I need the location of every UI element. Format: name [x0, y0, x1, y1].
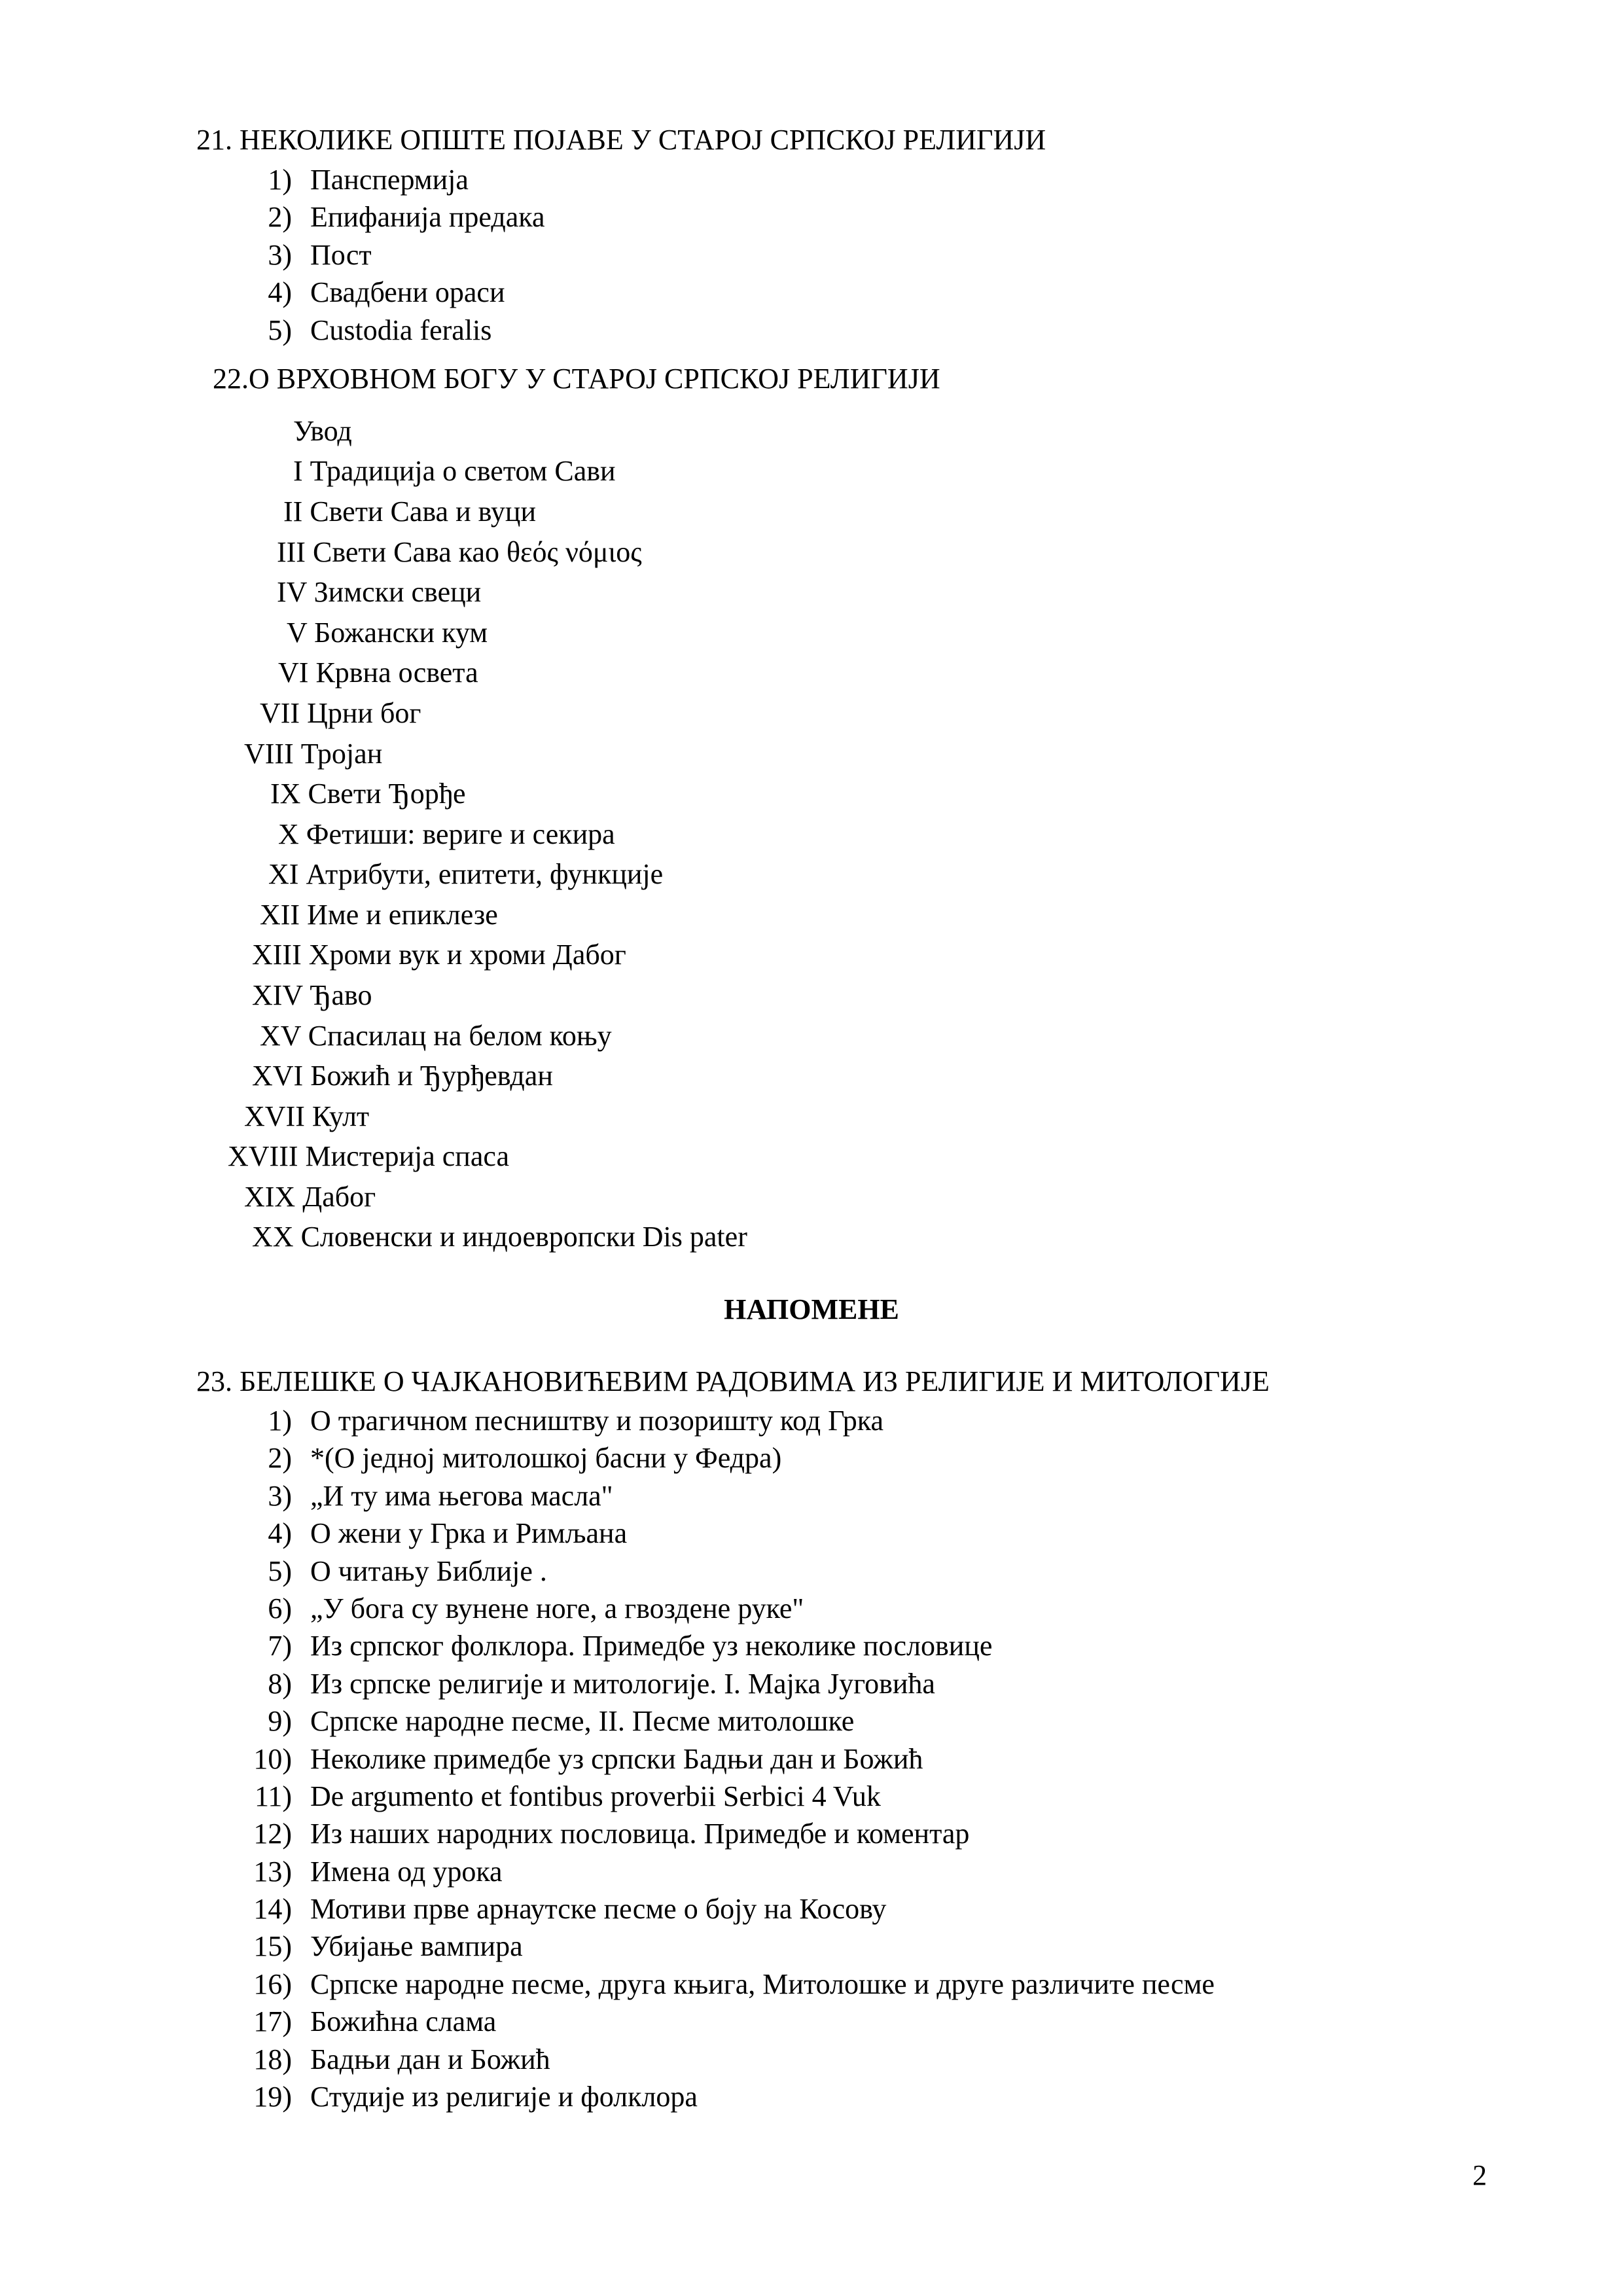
- list-item: IX Свети Ђорђе: [270, 778, 466, 810]
- section-21-heading: 21. НЕКОЛИКЕ ОПШТЕ ПОЈАВЕ У СТАРОЈ СРПСКОЈ РЕЛИГИЈИ: [196, 124, 1046, 156]
- list-item: I Традиција о светом Сави: [293, 455, 616, 487]
- list-item: XII Име и епиклезе: [260, 899, 498, 931]
- section-21-list: [236, 163, 545, 351]
- list-item: 3) „И ту има његова масла": [268, 1479, 613, 1512]
- list-item: 10) Неколике примедбе уз српски Бадњи дан и Божић: [253, 1742, 923, 1775]
- list-item: 2) *(О једној митолошкој басни у Федра): [268, 1442, 782, 1475]
- list-item: 5) О читању Библије .: [268, 1554, 547, 1587]
- list-item: VIII Тројан: [244, 738, 383, 770]
- list-item: XVII Култ: [244, 1100, 370, 1132]
- list-item: 8) Из српске религије и митологије. I. Мајка Југовића: [268, 1667, 935, 1700]
- list-item: 5) Custodia feralis: [268, 314, 492, 346]
- list-item: V Божански кум: [287, 617, 488, 649]
- section-23-list: [236, 1404, 1215, 2117]
- list-item: XVI Божић и Ђурђевдан: [252, 1060, 553, 1092]
- list-item: XI Атрибути, епитети, функције: [268, 858, 664, 890]
- list-item: 1) Панспермија: [268, 164, 469, 196]
- list-item: IV Зимски свеци: [277, 576, 482, 608]
- list-item: 15) Убијање вампира: [253, 1930, 523, 1963]
- list-item: 1) О трагичном песништву и позоришту код Грка: [268, 1405, 883, 1437]
- page-number: 2: [1472, 2159, 1487, 2191]
- section-22-heading: 22.О ВРХОВНОМ БОГУ У СТАРОЈ СРПСКОЈ РЕЛИГИЈИ: [213, 363, 940, 395]
- list-item: 4) О жени у Грка и Римљана: [268, 1517, 628, 1550]
- list-item: X Фетиши: вериге и секира: [278, 818, 615, 850]
- list-item: 14) Мотиви прве арнаутске песме о боју на Косову: [253, 1893, 887, 1926]
- list-item: 12) Из наших народних пословица. Примедбе и коментар: [253, 1818, 970, 1850]
- list-item: VI Крвна освета: [278, 656, 478, 689]
- list-item: 3) Пост: [268, 238, 372, 271]
- list-item: 9) Српске народне песме, II. Песме митолошке: [268, 1705, 855, 1738]
- list-item: Увод: [293, 415, 352, 447]
- list-item: 4) Свадбени ораси: [268, 276, 505, 309]
- list-item: XVIII Мистерија спаса: [228, 1140, 509, 1172]
- notes-title: НАПОМЕНЕ: [724, 1293, 899, 1325]
- list-item: 2) Епифанија предака: [268, 201, 545, 234]
- list-item: II Свети Сава и вуци: [283, 495, 536, 528]
- list-item: XIX Дабог: [244, 1181, 376, 1213]
- list-item: 16) Српске народне песме, друга књига, Митолошке и друге различите песме: [253, 1967, 1215, 2000]
- section-23-heading: 23. БЕЛЕШКЕ О ЧАЈКАНОВИЋЕВИМ РАДОВИМА ИЗ РЕЛИГИЈЕ И МИТОЛОГИЈЕ: [196, 1365, 1270, 1397]
- list-item: VII Црни бог: [260, 697, 421, 729]
- list-item: 18) Бадњи дан и Божић: [253, 2043, 550, 2075]
- list-item: XIII Хроми вук и хроми Дабог: [252, 939, 626, 971]
- list-item: 19) Студије из религије и фолклора: [253, 2081, 698, 2113]
- list-item: III Свети Сава као θεός νόμιος: [277, 536, 642, 568]
- list-item: XV Спасилац на белом коњу: [260, 1020, 612, 1052]
- list-item: 6) „У бога су вунене ноге, а гвоздене руке": [268, 1592, 804, 1624]
- list-item: 17) Божићна слама: [253, 2005, 497, 2038]
- list-item: 7) Из српског фолклора. Примедбе уз неколике пословице: [268, 1630, 993, 1662]
- list-item: XX Словенски и индоевропски Dis pater: [252, 1221, 747, 1253]
- list-item: XIV Ђаво: [252, 979, 372, 1011]
- list-item: 13) Имена од урока: [253, 1855, 503, 1888]
- list-item: 11) De argumento et fontibus proverbii Serbici 4 Vuk: [254, 1780, 881, 1812]
